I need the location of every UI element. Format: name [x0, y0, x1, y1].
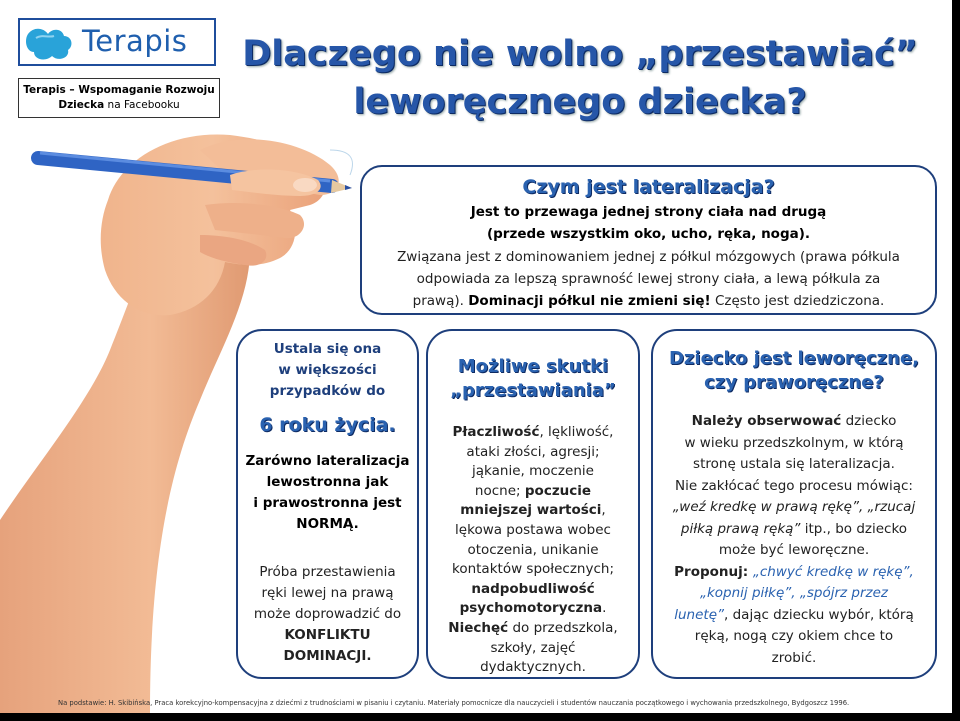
brand-name: Terapis — [82, 24, 188, 58]
effect-text: do przedszkola, — [508, 619, 618, 636]
child-text: itp., bo dziecko — [800, 520, 908, 537]
title-line2: leworęcznego dziecka? — [353, 82, 807, 122]
child-text: ręką, nogą czy okiem chce to — [694, 628, 894, 644]
effect-text: otoczenia, unikanie — [467, 541, 599, 558]
lateralization-text-3a: prawą). — [412, 293, 469, 309]
effect-text: kontaktów społecznych; — [451, 561, 614, 578]
effect-bold: nadpobudliwość — [471, 580, 595, 597]
puzzle-piece-icon — [24, 24, 76, 62]
effect-bold: psychomotoryczna — [459, 600, 603, 617]
child-bold: Proponuj: — [674, 563, 753, 580]
child-text: w wieku przedszkolnym, w którą — [684, 434, 904, 451]
child-text: stronę ustala się lateralizacja. — [693, 456, 895, 472]
effects-list — [428, 423, 638, 678]
effect-text: . — [602, 600, 607, 617]
age-intro-line: Ustala się ona — [273, 341, 382, 357]
effect-bold: Płaczliwość — [452, 424, 540, 440]
age-norm-line: lewostronna jak — [266, 474, 389, 490]
lateralization-text-2: odpowiada za lepszą sprawność lewej strony ciała, a lewą półkula za — [416, 271, 881, 287]
age-norm — [238, 451, 417, 535]
age-warning-line: może doprowadzić do — [253, 606, 402, 622]
age-norm-line: i prawostronna jest — [253, 495, 402, 511]
facebook-line2-bold: Dziecka — [58, 99, 105, 111]
lateralization-definition-2: (przede wszystkim oko, ucho, ręka, noga). — [486, 226, 811, 242]
title-line1: Dlaczego nie wolno „przestawiać” — [242, 34, 918, 74]
age-box — [236, 329, 419, 679]
age-intro — [238, 339, 417, 402]
age-highlight: 6 roku życia. — [259, 414, 396, 436]
effect-text: ataki złości, agresji; — [466, 443, 600, 460]
child-quote: „weź kredkę w prawą rękę”, „rzucaj — [672, 499, 916, 515]
effects-heading-line: Możliwe skutki — [457, 356, 609, 377]
age-norm-line: Zarówno lateralizacja — [245, 453, 410, 469]
lateralization-text-3c: Często jest dziedziczona. — [710, 293, 885, 309]
page-title — [230, 30, 930, 126]
effect-text: , lękliwość, — [539, 424, 614, 440]
effect-bold: mniejszej wartości — [460, 502, 602, 519]
effect-text: nocne; — [474, 482, 525, 499]
child-suggestion: „chwyć kredkę w rękę”, — [752, 563, 914, 580]
child-heading-line: Dziecko jest leworęczne, — [668, 348, 919, 369]
lateralization-text-3 — [362, 293, 935, 309]
terapis-logo[interactable] — [18, 18, 216, 66]
child-text: dziecko — [841, 413, 897, 429]
effect-bold: Niechęć — [448, 619, 509, 636]
source-citation: Na podstawie: H. Skibińska, Praca korekcyjno-kompensacyjna z dziećmi z trudnościami w pisaniu i czytaniu. Materiały pomocnicze dla nauczycieli i studentów nauczania początkowego i wychowania przedszkolnego, Bydgoszcz 1996. — [58, 699, 850, 707]
effect-bold: poczucie — [524, 482, 592, 499]
facebook-line1: Terapis – Wspomaganie Rozwoju — [23, 84, 215, 96]
lateralization-definition-1: Jest to przewaga jednej strony ciała nad drugą — [470, 204, 827, 220]
child-heading-line: czy praworęczne? — [704, 372, 884, 393]
effects-box — [426, 329, 640, 679]
child-text: Nie zakłócać tego procesu mówiąc: — [675, 477, 913, 494]
age-warning-bold: KONFLIKTU — [284, 627, 371, 643]
effects-heading-line: „przestawiania” — [450, 380, 616, 401]
child-suggestion: lunetę” — [674, 606, 725, 623]
age-warning — [238, 562, 417, 667]
child-heading — [653, 347, 935, 395]
child-handedness-box — [651, 329, 937, 679]
age-norm-line: NORMĄ. — [296, 516, 359, 532]
facebook-line2-rest: na Facebooku — [104, 99, 180, 111]
effect-text: dydaktycznych. — [480, 659, 586, 676]
lateralization-text-3b: Dominacji półkul nie zmieni się! — [468, 293, 711, 309]
age-intro-line: przypadków do — [269, 383, 386, 399]
effect-text: , — [601, 502, 606, 519]
effect-text: szkoły, zajęć — [490, 639, 576, 656]
lateralization-text-1: Związana jest z dominowaniem jednej z półkul mózgowych (prawa półkula — [397, 249, 900, 265]
child-quote: piłką prawą ręką” — [680, 520, 801, 537]
lateralization-box — [360, 165, 937, 315]
child-advice — [653, 411, 935, 669]
age-warning-bold: DOMINACJI. — [283, 648, 372, 664]
age-warning-line: ręki lewej na prawą — [261, 585, 394, 601]
child-text: zrobić. — [771, 649, 817, 666]
effect-text: lękowa postawa wobec — [455, 521, 611, 538]
child-text: , dając dziecku wybór, którą — [724, 606, 914, 623]
child-suggestion: „kopnij piłkę”, „spójrz przez — [699, 585, 889, 601]
age-intro-line: w większości — [278, 362, 377, 378]
child-text: może być leworęczne. — [718, 542, 870, 558]
lateralization-heading: Czym jest lateralizacja? — [522, 176, 775, 198]
facebook-link[interactable] — [18, 78, 220, 118]
age-warning-line: Próba przestawienia — [259, 564, 396, 580]
effect-text: jąkanie, moczenie — [472, 463, 594, 480]
effects-heading — [428, 355, 638, 403]
child-bold: Należy obserwować — [691, 413, 842, 429]
